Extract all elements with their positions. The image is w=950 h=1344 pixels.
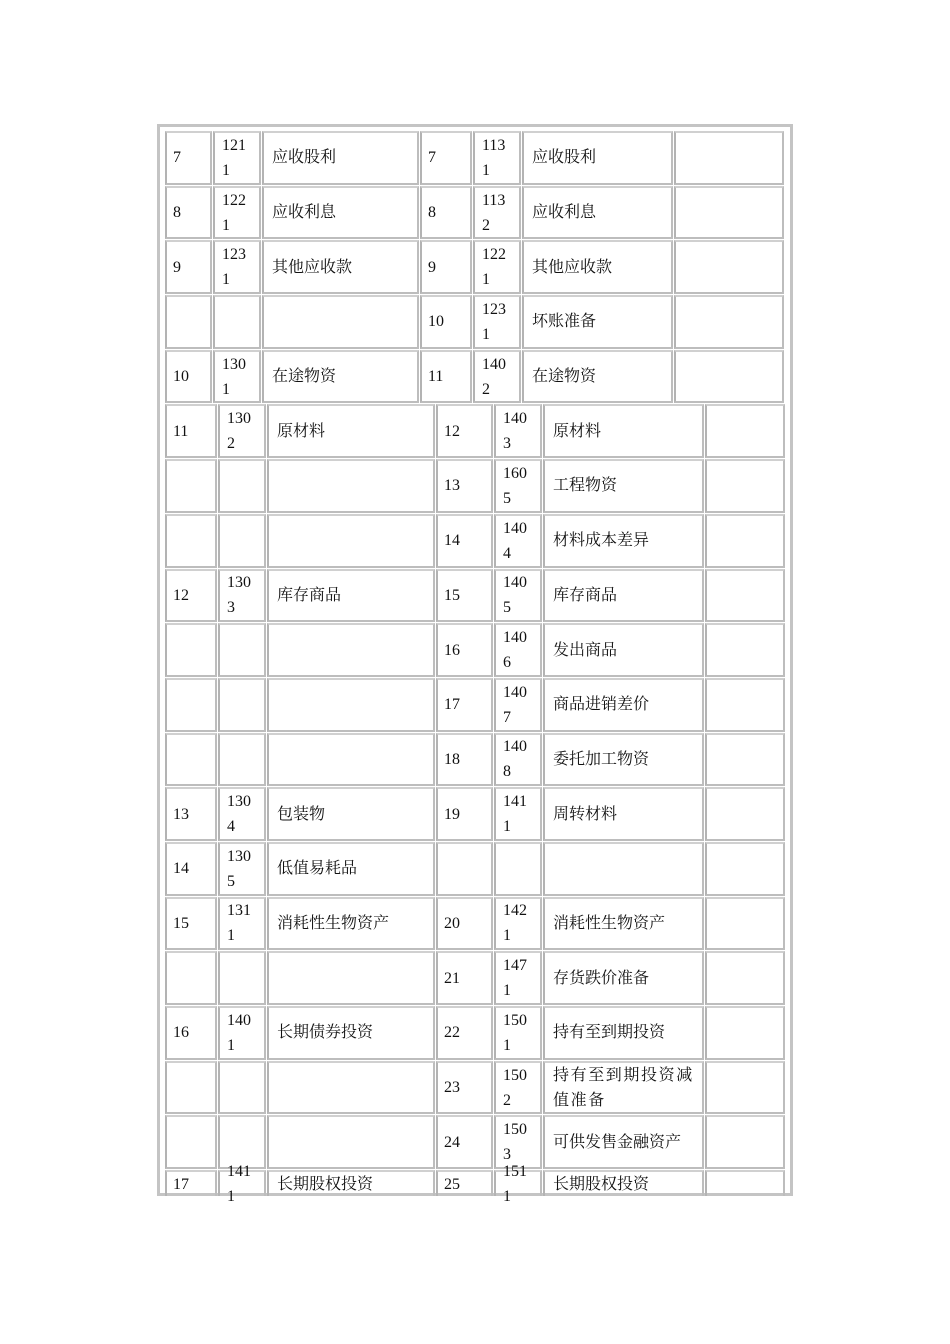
- table-row: [165, 733, 787, 788]
- old-code-cell: [218, 1163, 266, 1206]
- new-code-cell: [473, 240, 521, 294]
- accounts-table: [157, 124, 793, 1206]
- new-seq-cell-text: 23: [444, 1079, 460, 1097]
- old-code-cell: [213, 350, 261, 404]
- new-seq-cell: [436, 1061, 493, 1115]
- new-code-cell: [473, 295, 521, 349]
- new-seq-cell: [420, 350, 472, 404]
- old-name-cell: [262, 350, 419, 404]
- new-name-cell: [543, 459, 704, 513]
- old-seq-cell-text: 7: [173, 149, 181, 167]
- note-cell: [705, 623, 785, 677]
- old-seq-cell: [165, 678, 217, 732]
- old-code-cell: [218, 897, 266, 951]
- old-seq-cell-text: 15: [173, 914, 189, 932]
- new-name-cell: [522, 131, 673, 185]
- new-seq-cell: [436, 951, 493, 1005]
- old-seq-cell: [165, 1006, 217, 1060]
- new-seq-cell-text: 10: [428, 313, 444, 331]
- old-seq-cell-text: 12: [173, 586, 189, 604]
- new-seq-cell-text: 7: [428, 149, 436, 167]
- old-code-cell: [218, 459, 266, 513]
- new-name-cell-text: 委托加工物资: [553, 750, 650, 768]
- old-seq-cell-text: 14: [173, 860, 189, 878]
- old-name-cell-text: 应收股利: [272, 149, 337, 167]
- old-name-cell: [267, 733, 435, 787]
- old-code-cell: [218, 623, 266, 677]
- table-row: [165, 678, 787, 733]
- new-code-cell-text: 1502: [503, 1066, 527, 1109]
- note-cell: [674, 295, 784, 349]
- table-row: [165, 1163, 787, 1206]
- new-name-cell: [543, 569, 704, 623]
- old-seq-cell-text: 9: [173, 258, 181, 276]
- old-code-cell: [218, 787, 266, 841]
- new-code-cell: [494, 404, 542, 458]
- new-name-cell: [543, 733, 704, 787]
- new-seq-cell: [436, 842, 493, 896]
- table-row: [165, 514, 787, 569]
- new-code-cell: [473, 131, 521, 185]
- old-code-cell: [218, 678, 266, 732]
- old-code-cell: [213, 295, 261, 349]
- new-name-cell-text: 工程物资: [553, 477, 618, 495]
- new-seq-cell-text: 16: [444, 641, 460, 659]
- old-code-cell: [218, 1006, 266, 1060]
- new-code-cell: [494, 514, 542, 568]
- new-code-cell-text: 1403: [503, 410, 527, 453]
- old-seq-cell-text: 8: [173, 204, 181, 222]
- old-code-cell: [213, 240, 261, 294]
- new-seq-cell-text: 25: [444, 1175, 460, 1193]
- old-seq-cell: [165, 186, 212, 240]
- old-name-cell: [267, 459, 435, 513]
- new-code-cell-text: 1501: [503, 1011, 527, 1054]
- table-row: [165, 623, 787, 678]
- table-row: [165, 350, 787, 405]
- old-seq-cell: [165, 350, 212, 404]
- old-seq-cell: [165, 240, 212, 294]
- old-code-cell: [218, 404, 266, 458]
- note-cell: [705, 569, 785, 623]
- new-seq-cell-text: 11: [428, 368, 444, 386]
- old-code-cell-text: 1304: [227, 793, 251, 836]
- new-name-cell-text: 周转材料: [553, 805, 618, 823]
- old-code-cell-text: 1305: [227, 847, 251, 890]
- new-code-cell: [494, 678, 542, 732]
- new-seq-cell: [436, 787, 493, 841]
- table-row: [165, 1115, 787, 1170]
- new-seq-cell-text: 14: [444, 532, 460, 550]
- table-row: [165, 787, 787, 842]
- new-seq-cell-text: 8: [428, 204, 436, 222]
- new-name-cell: [543, 404, 704, 458]
- note-cell: [705, 733, 785, 787]
- old-name-cell-text: 低值易耗品: [277, 860, 358, 878]
- old-seq-cell: [165, 514, 217, 568]
- new-seq-cell: [420, 295, 472, 349]
- new-seq-cell-text: 20: [444, 914, 460, 932]
- new-name-cell-text: 商品进销差价: [553, 696, 650, 714]
- old-code-cell-text: 1211: [222, 136, 246, 179]
- new-code-cell: [494, 951, 542, 1005]
- old-name-cell: [267, 678, 435, 732]
- new-seq-cell: [420, 186, 472, 240]
- old-name-cell-text: 在途物资: [272, 368, 337, 386]
- old-seq-cell: [165, 951, 217, 1005]
- old-code-cell-text: 1401: [227, 1011, 251, 1054]
- new-code-cell-text: 1231: [482, 300, 506, 343]
- new-seq-cell-text: 22: [444, 1024, 460, 1042]
- new-name-cell: [522, 240, 673, 294]
- old-name-cell-text: 应收利息: [272, 204, 337, 222]
- note-cell: [674, 350, 784, 404]
- old-seq-cell: [165, 569, 217, 623]
- old-name-cell-text: 其他应收款: [272, 258, 353, 276]
- new-name-cell: [543, 897, 704, 951]
- old-name-cell-text: 库存商品: [277, 586, 342, 604]
- old-name-cell: [267, 787, 435, 841]
- new-name-cell-text: 材料成本差异: [553, 532, 650, 550]
- new-seq-cell: [436, 569, 493, 623]
- new-name-cell: [543, 623, 704, 677]
- note-cell: [674, 131, 784, 185]
- new-name-cell-text: 坏账准备: [532, 313, 597, 331]
- new-name-cell: [543, 514, 704, 568]
- old-code-cell-text: 1221: [222, 191, 246, 234]
- old-seq-cell-text: 16: [173, 1024, 189, 1042]
- new-code-cell-text: 1605: [503, 464, 527, 507]
- old-seq-cell: [165, 459, 217, 513]
- note-cell: [705, 842, 785, 896]
- table-row: [165, 186, 787, 241]
- old-name-cell-text: 长期股权投资: [277, 1175, 374, 1193]
- note-cell: [705, 787, 785, 841]
- old-code-cell: [218, 514, 266, 568]
- new-name-cell-text: 持有至到期投资减值准备: [553, 1066, 694, 1109]
- new-seq-cell: [436, 678, 493, 732]
- new-code-cell-text: 1411: [503, 793, 527, 836]
- old-seq-cell: [165, 733, 217, 787]
- new-seq-cell-text: 17: [444, 696, 460, 714]
- old-name-cell: [262, 295, 419, 349]
- old-name-cell: [262, 131, 419, 185]
- table-row: [165, 842, 787, 897]
- table-body: [165, 131, 787, 1206]
- table-row: [165, 897, 787, 952]
- note-cell: [705, 459, 785, 513]
- old-seq-cell-text: 10: [173, 368, 189, 386]
- new-seq-cell: [436, 733, 493, 787]
- new-name-cell: [522, 350, 673, 404]
- new-code-cell-text: 1132: [482, 191, 506, 234]
- new-code-cell: [494, 569, 542, 623]
- old-name-cell: [267, 951, 435, 1005]
- new-code-cell-text: 1511: [503, 1163, 527, 1206]
- old-name-cell: [267, 842, 435, 896]
- old-code-cell: [213, 131, 261, 185]
- old-code-cell: [218, 951, 266, 1005]
- new-seq-cell: [436, 1170, 493, 1196]
- new-seq-cell: [436, 404, 493, 458]
- note-cell: [705, 404, 785, 458]
- old-seq-cell: [165, 404, 217, 458]
- new-name-cell-text: 发出商品: [553, 641, 618, 659]
- new-name-cell-text: 可供发售金融资产: [553, 1133, 682, 1151]
- new-seq-cell-text: 12: [444, 422, 460, 440]
- new-seq-cell: [436, 459, 493, 513]
- old-name-cell-text: 原材料: [277, 422, 326, 440]
- old-seq-cell: [165, 623, 217, 677]
- old-code-cell: [218, 1061, 266, 1115]
- new-code-cell: [473, 186, 521, 240]
- old-code-cell: [218, 842, 266, 896]
- old-seq-cell: [165, 842, 217, 896]
- new-seq-cell: [436, 1115, 493, 1169]
- table-row: [165, 295, 787, 350]
- old-seq-cell: [165, 1170, 217, 1196]
- old-name-cell: [267, 1115, 435, 1169]
- new-name-cell: [543, 1006, 704, 1060]
- new-code-cell-text: 1405: [503, 574, 527, 617]
- new-code-cell: [494, 623, 542, 677]
- old-name-cell: [267, 1170, 435, 1196]
- new-seq-cell: [436, 897, 493, 951]
- old-name-cell: [267, 897, 435, 951]
- new-name-cell-text: 在途物资: [532, 368, 597, 386]
- new-seq-cell-text: 9: [428, 258, 436, 276]
- old-name-cell: [262, 186, 419, 240]
- note-cell: [674, 186, 784, 240]
- new-code-cell-text: 1404: [503, 519, 527, 562]
- new-name-cell: [543, 951, 704, 1005]
- old-name-cell: [267, 623, 435, 677]
- new-code-cell-text: 1503: [503, 1121, 527, 1164]
- new-code-cell-text: 1421: [503, 902, 527, 945]
- old-name-cell: [262, 240, 419, 294]
- table-row: [165, 240, 787, 295]
- new-name-cell-text: 持有至到期投资: [553, 1024, 666, 1042]
- table-row: [165, 459, 787, 514]
- old-code-cell-text: 1311: [227, 902, 251, 945]
- old-code-cell-text: 1411: [227, 1163, 251, 1206]
- new-name-cell: [543, 1115, 704, 1169]
- old-name-cell: [267, 514, 435, 568]
- new-seq-cell: [420, 240, 472, 294]
- note-cell: [705, 951, 785, 1005]
- table-row: [165, 1061, 787, 1116]
- note-cell: [705, 678, 785, 732]
- new-name-cell: [522, 186, 673, 240]
- new-name-cell: [522, 295, 673, 349]
- old-name-cell: [267, 1061, 435, 1115]
- new-name-cell-text: 消耗性生物资产: [553, 914, 666, 932]
- note-cell: [705, 514, 785, 568]
- old-seq-cell: [165, 131, 212, 185]
- new-code-cell: [494, 1163, 542, 1206]
- old-code-cell-text: 1303: [227, 574, 251, 617]
- new-seq-cell: [436, 514, 493, 568]
- note-cell: [705, 897, 785, 951]
- old-code-cell-text: 1301: [222, 355, 246, 398]
- new-name-cell-text: 长期股权投资: [553, 1175, 650, 1193]
- new-seq-cell: [436, 623, 493, 677]
- table-row: [165, 404, 787, 459]
- new-code-cell: [494, 897, 542, 951]
- new-name-cell: [543, 1170, 704, 1196]
- old-seq-cell: [165, 897, 217, 951]
- new-name-cell-text: 应收利息: [532, 204, 597, 222]
- old-seq-cell: [165, 1115, 217, 1169]
- old-code-cell: [218, 569, 266, 623]
- old-code-cell-text: 1231: [222, 246, 246, 289]
- new-code-cell: [494, 787, 542, 841]
- new-seq-cell: [420, 131, 472, 185]
- note-cell: [705, 1006, 785, 1060]
- new-name-cell-text: 应收股利: [532, 149, 597, 167]
- new-seq-cell-text: 21: [444, 969, 460, 987]
- note-cell: [705, 1115, 785, 1169]
- new-code-cell-text: 1131: [482, 136, 506, 179]
- new-name-cell: [543, 787, 704, 841]
- new-code-cell-text: 1221: [482, 246, 506, 289]
- old-name-cell: [267, 1006, 435, 1060]
- table-row: [165, 951, 787, 1006]
- new-name-cell-text: 原材料: [553, 422, 602, 440]
- new-code-cell: [494, 1061, 542, 1115]
- old-code-cell-text: 1302: [227, 410, 251, 453]
- old-name-cell-text: 消耗性生物资产: [277, 914, 390, 932]
- old-name-cell: [267, 569, 435, 623]
- new-name-cell: [543, 842, 704, 896]
- new-code-cell: [494, 459, 542, 513]
- old-name-cell-text: 长期债券投资: [277, 1024, 374, 1042]
- note-cell: [705, 1061, 785, 1115]
- new-code-cell: [494, 1006, 542, 1060]
- new-code-cell-text: 1402: [482, 355, 506, 398]
- note-cell: [705, 1170, 785, 1196]
- new-name-cell-text: 其他应收款: [532, 258, 613, 276]
- old-seq-cell-text: 17: [173, 1175, 189, 1193]
- new-code-cell: [494, 842, 542, 896]
- note-cell: [674, 240, 784, 294]
- table-row: [165, 1006, 787, 1061]
- old-name-cell: [267, 404, 435, 458]
- new-code-cell: [473, 350, 521, 404]
- old-seq-cell-text: 11: [173, 422, 189, 440]
- new-name-cell: [543, 1061, 704, 1115]
- new-seq-cell-text: 18: [444, 750, 460, 768]
- old-code-cell: [218, 733, 266, 787]
- table-row: [165, 569, 787, 624]
- new-code-cell-text: 1406: [503, 629, 527, 672]
- old-code-cell: [213, 186, 261, 240]
- old-name-cell-text: 包装物: [277, 805, 326, 823]
- new-code-cell-text: 1407: [503, 683, 527, 726]
- new-code-cell-text: 1471: [503, 957, 527, 1000]
- old-seq-cell-text: 13: [173, 805, 189, 823]
- new-name-cell-text: 库存商品: [553, 586, 618, 604]
- old-seq-cell: [165, 295, 212, 349]
- old-seq-cell: [165, 787, 217, 841]
- table-row: [165, 131, 787, 186]
- new-name-cell-text: 存货跌价准备: [553, 969, 650, 987]
- new-code-cell-text: 1408: [503, 738, 527, 781]
- new-seq-cell: [436, 1006, 493, 1060]
- new-seq-cell-text: 19: [444, 805, 460, 823]
- new-seq-cell-text: 15: [444, 586, 460, 604]
- new-seq-cell-text: 13: [444, 477, 460, 495]
- new-code-cell: [494, 733, 542, 787]
- old-seq-cell: [165, 1061, 217, 1115]
- new-name-cell: [543, 678, 704, 732]
- new-seq-cell-text: 24: [444, 1133, 460, 1151]
